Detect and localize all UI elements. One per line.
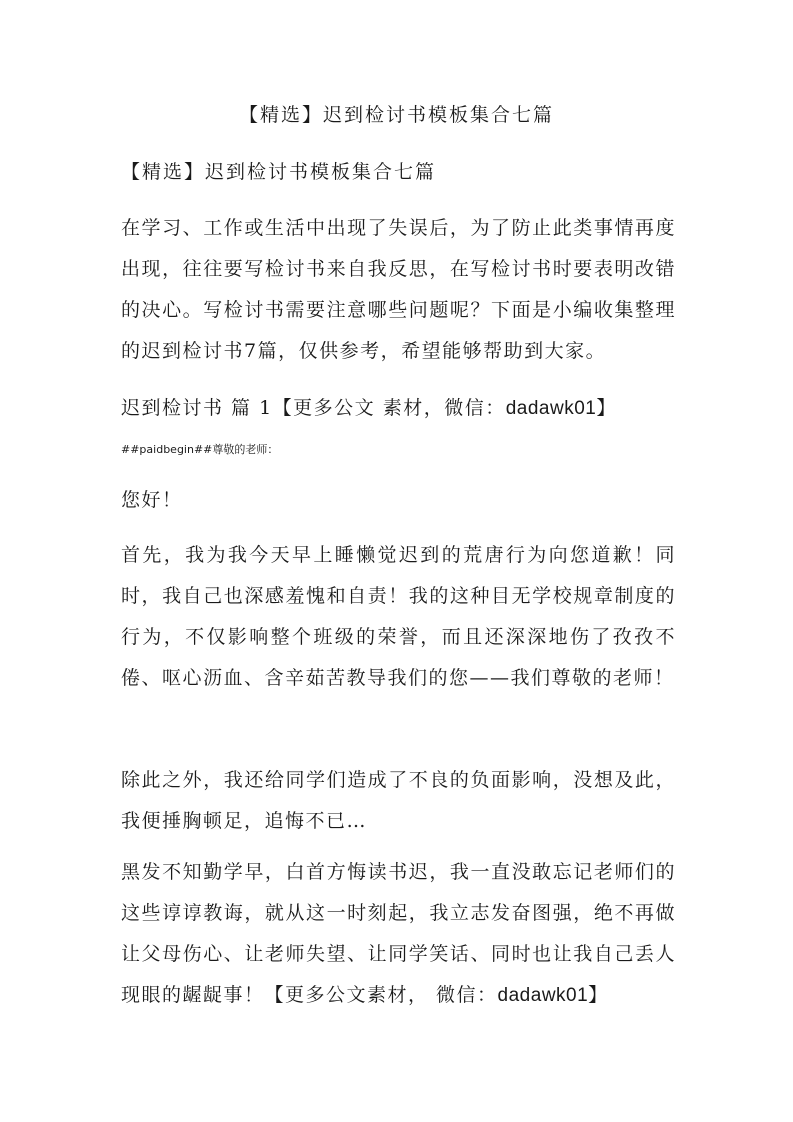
paid-marker-line: ##paidbegin##尊敬的老师： (121, 443, 279, 456)
body-paragraph-3-text: 黑发不知勤学早，白首方悔读书迟，我一直没敢忘记老师们的这些谆谆教诲，就从这一时刻起，我立志发奋图强，绝不再做让父母伤心、让老师失望、让同学笑话、同时也让我自己丢人现眼的龌龊事！【更多公文素材， 微信： (121, 861, 676, 1006)
body-paragraph-1: 首先，我为我今天早上睡懒觉迟到的荒唐行为向您道歉！同时，我自己也深感羞愧和自责！我的这种目无学校规章制度的行为，不仅影响整个班级的荣誉，而且还深深地伤了孜孜不倦、呕心沥血、含辛茹苦教导我们的您——我们尊敬的老师！ (121, 544, 676, 689)
body-paragraph-2: 除此之外，我还给同学们造成了不良的负面影响，没想及此，我便捶胸顿足，追悔不已… (121, 769, 676, 832)
body-paragraph-3-wechat-id: dadawk01 (497, 985, 589, 1006)
section-heading-close: 】 (596, 397, 617, 419)
document-subtitle: 【精选】迟到检讨书模板集合七篇 (121, 161, 437, 183)
body-paragraph-3 (121, 852, 676, 1016)
document-title: 【精选】迟到检讨书模板集合七篇 (238, 104, 554, 126)
intro-paragraph: 在学习、工作或生活中出现了失误后，为了防止此类事情再度出现，往往要写检讨书来自我反思，在写检讨书时要表明改错的决心。写检讨书需要注意哪些问题呢？下面是小编收集整理的迟到检讨书7篇，仅供参考，希望能够帮助到大家。 (121, 217, 676, 362)
section-heading-wechat-id: dadawk01 (505, 398, 597, 419)
body-paragraph-3-close: 】 (588, 984, 609, 1006)
section-heading (121, 388, 676, 429)
greeting: 您好！ (121, 489, 183, 511)
section-heading-text: 迟到检讨书 篇 1【更多公文 素材，微信： (121, 397, 506, 419)
